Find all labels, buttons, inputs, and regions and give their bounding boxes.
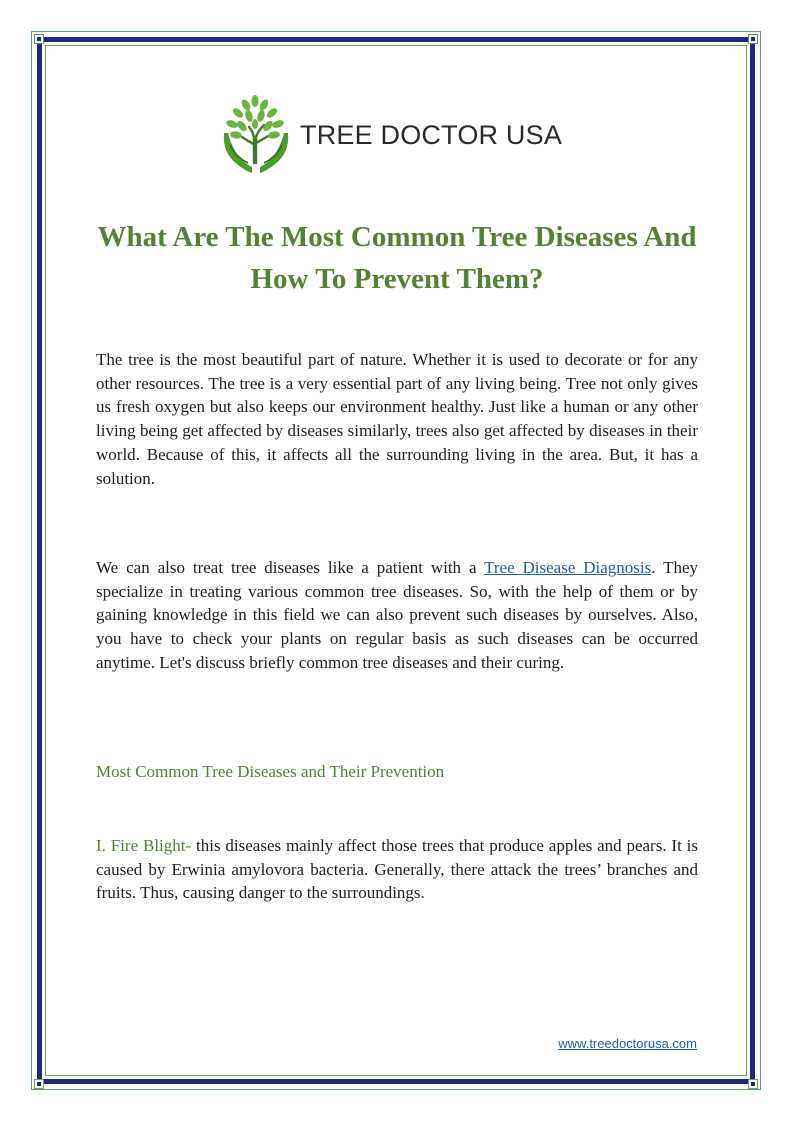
logo — [218, 92, 578, 178]
tree-hands-icon — [218, 93, 294, 177]
website-link[interactable]: www.treedoctorusa.com — [558, 1036, 697, 1051]
tree-disease-diagnosis-link[interactable]: Tree Disease Diagnosis — [484, 558, 652, 577]
paragraph-text-before-link: We can also treat tree diseases like a patient with a — [96, 558, 485, 577]
corner-ornament-bottom-right — [748, 1079, 758, 1089]
page-title: What Are The Most Common Tree Diseases And How To Prevent Them? — [97, 221, 697, 295]
intro-paragraph: The tree is the most beautiful part of nature. Whether it is used to decorate or for any other resources. The tree is a very essential part of any living being. Tree not only gives us fresh oxygen but also keeps our environment healthy. Just like a human or any other living being get affected by diseases similarly, trees also get affected by diseases in their world. Because of this, it affects all the surrounding living in the area. But, it has a solution. — [96, 350, 698, 488]
disease-term: I. Fire Blight- — [96, 836, 192, 855]
corner-ornament-bottom-left — [34, 1079, 44, 1089]
diagnosis-paragraph — [96, 556, 698, 675]
disease-description: this diseases mainly affect those trees that produce apples and pears. It is caused by Erwinia amylovora bacteria. Generally, there attack the trees’ branches and fruits. Thus, causing danger to the surroundings. — [96, 836, 698, 903]
section-heading: Most Common Tree Diseases and Their Prevention — [96, 762, 445, 781]
fire-blight-paragraph — [96, 834, 698, 905]
paragraph-text-after-link: . They specialize in treating various common tree diseases. So, with the help of them or by gaining knowledge in this field we can also prevent such diseases by ourselves. Also, you have to check your plants on regular basis as such diseases can be occurred anytime. Let's discuss briefly common tree diseases and their curing. — [96, 558, 699, 672]
logo-text: TREE DOCTOR USA — [300, 119, 563, 150]
corner-ornament-top-right — [748, 34, 758, 44]
corner-ornament-top-left — [34, 34, 44, 44]
